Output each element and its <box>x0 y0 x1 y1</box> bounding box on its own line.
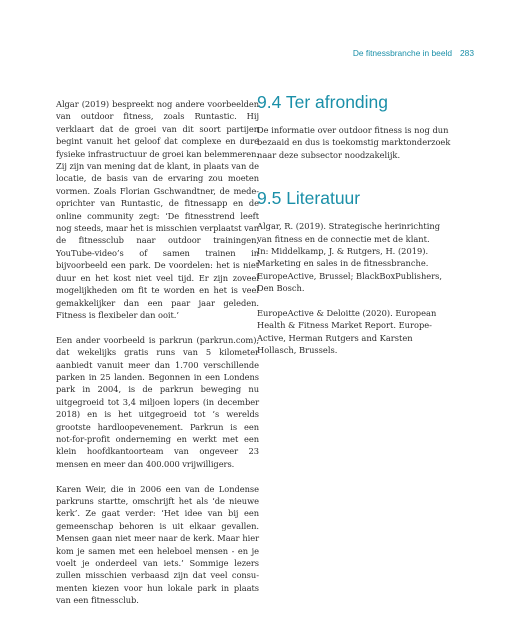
right-column <box>257 92 458 369</box>
reference-line: Hollasch, Brussels. <box>257 345 338 356</box>
reference-line: van fitness en de connectie met de klant. <box>257 233 430 244</box>
reference-line: EuropeActive & Deloitte (2020). European <box>257 308 437 319</box>
body-paragraph: Een ander voorbeeld is parkrun (parkrun.com), dat wekelijks gratis runs van 5 kilometer aanbiedt vanuit meer dan 1.700 verschillende parken in 25 landen. Begonnen in een Londens park in 2004, is de parkrun beweging nu uitgegroeid tot 3,4 miljoen lopers (in december 2018) en is het uitgegroeid tot ’s werelds grootste hardloopevenement. Parkrun is een not-for-profit onderneming en werkt met een klein hoofdkantoorteam van ongeveer 23 mensen en meer dan 400.000 vrijwilligers. <box>56 334 259 469</box>
section-heading-ter-afronding: 9.4 Ter afronding <box>257 92 389 112</box>
reference-entry <box>257 220 458 294</box>
reference-line: Den Bosch. <box>257 283 305 294</box>
reference-entry <box>257 307 458 357</box>
section-heading-literatuur: 9.5 Literatuur <box>257 188 361 209</box>
reference-line: Active, Herman Rutgers and Karsten <box>257 332 413 343</box>
body-paragraph: Algar (2019) bespreekt nog andere voorbeelden van outdoor fitness, zoals Runtastic. Hij verklaart dat de groei van dit soort partijen begint vanuit het geloof dat complexe en dure fysieke infrastructuur de groei kan belemmeren. Zij zijn van mening dat de klant, in plaats van de locatie, de basis van de ervaring zou moeten vormen. Zoals Florian Gschwandtner, de mede-oprichter van Runtastic, de fitnessapp en de online community zegt: ‘De fitnesstrend leeft nog steeds, maar het is misschien verplaatst van de fitnessclub naar outdoor trainingen, YouTube-video’s of samen trainen in bijvoorbeeld een park. De voordelen: het is niet duur en het kost niet veel tijd. Er zijn zoveel mogelijkheden om fit te worden en het is veel gemakkelijker dan een paar jaar geleden. Fitness is flexibeler dan ooit.’ <box>56 99 259 320</box>
reference-line: Health & Fitness Market Report. Europe- <box>257 320 432 331</box>
running-title: De fitnessbranche in beeld <box>352 48 453 58</box>
reference-line: EuropeActive, Brussel; BlackBoxPublishers, <box>257 270 443 281</box>
reference-line: Marketing en sales in de fitnessbranche. <box>257 258 429 269</box>
section-paragraph: De informatie over outdoor fitness is nog dun bezaaid en dus is toekomstig marktonderzoek naar deze subsector noodzakelijk. <box>257 125 451 160</box>
left-column <box>56 98 259 619</box>
running-header <box>353 48 474 58</box>
reference-line: In: Middelkamp, J. & Rutgers, H. (2019). <box>257 246 429 257</box>
body-paragraph: Karen Weir, die in 2006 een van de Londense parkruns startte, omschrijft het als ‘de nieuwe kerk’. Ze gaat verder: ‘Het idee van bij een gemeenschap behoren is uit elkaar gevallen. Mensen gaan niet meer naar de kerk. Maar hier kom je samen met een heleboel mensen - en je voelt je onderdeel van iets.’ Sommige lezers zullen misschien verbaasd zijn dat veel consumenten kiezen voor hun lokale park in plaats van een fitnessclub. <box>56 483 259 606</box>
page-number: 283 <box>460 48 474 58</box>
reference-line: Algar, R. (2019). Strategische herinrichting <box>257 221 441 232</box>
